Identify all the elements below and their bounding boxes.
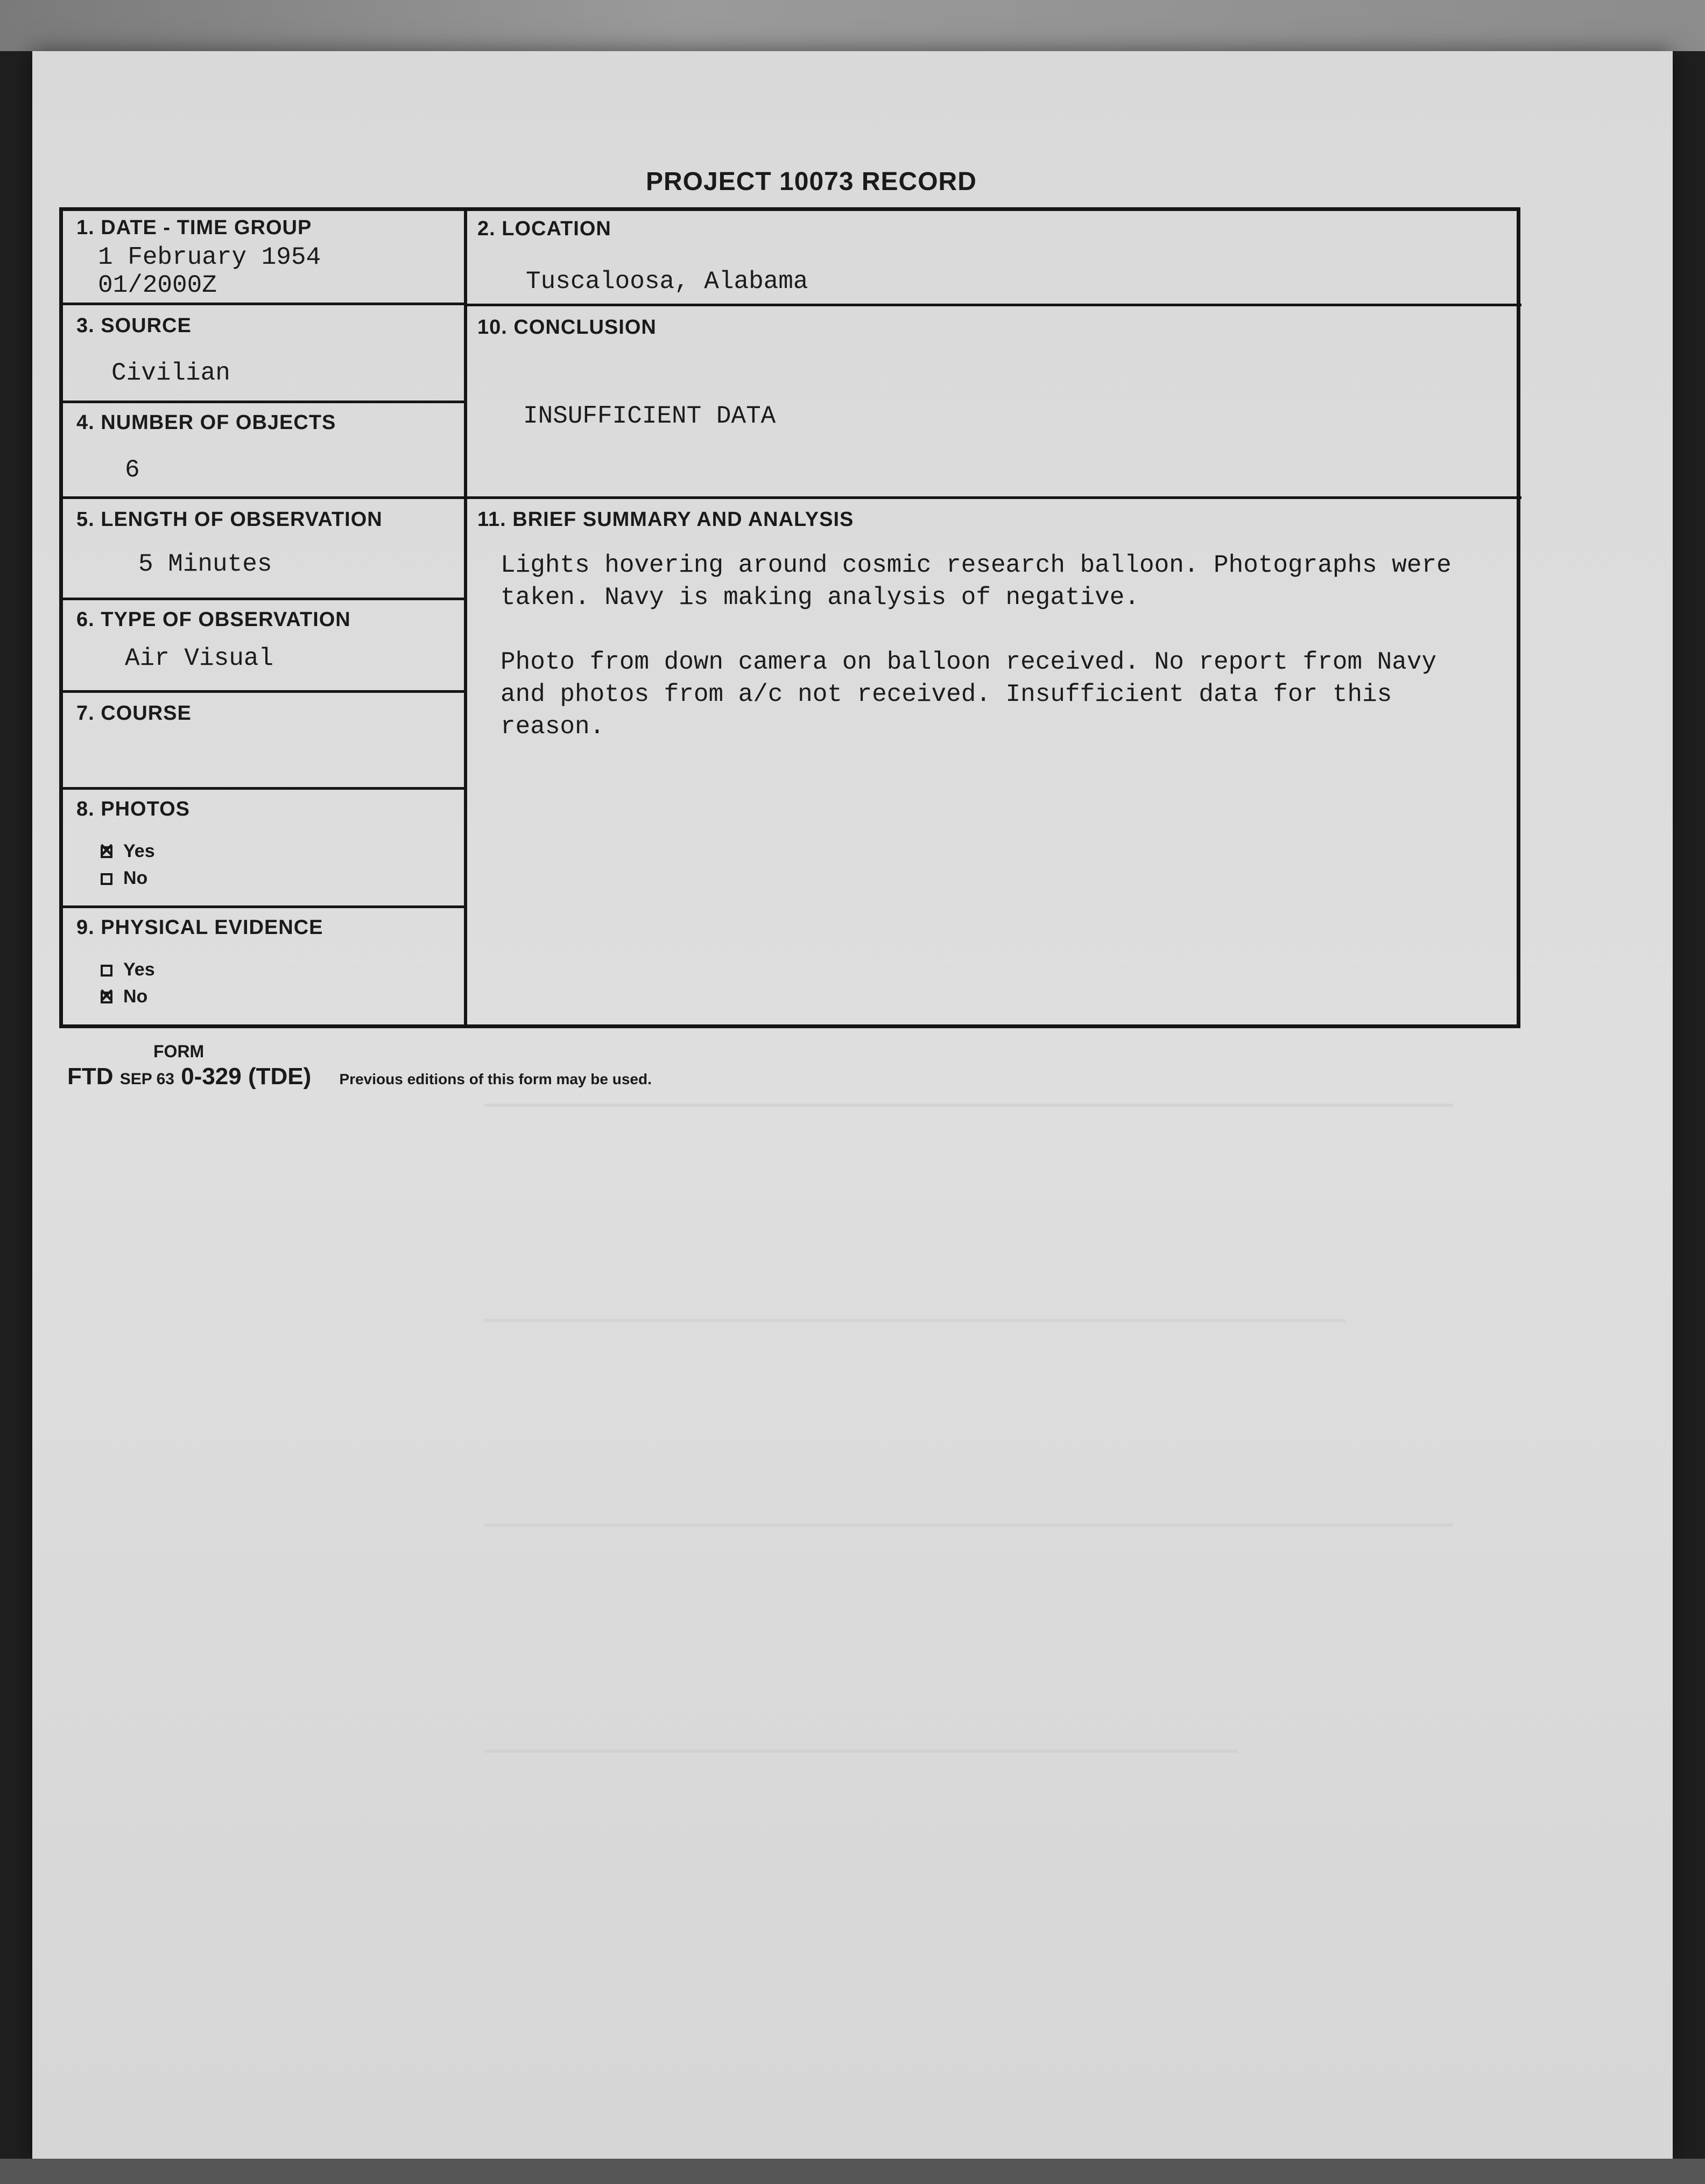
summary-paragraph-1: Lights hovering around cosmic research balloon. Photographs were taken. Navy is making analysis of negative. bbox=[501, 551, 1452, 612]
row-divider bbox=[63, 401, 464, 403]
type-of-observation-label: 6. TYPE OF OBSERVATION bbox=[76, 608, 351, 631]
form-date: SEP 63 bbox=[119, 1070, 174, 1088]
form-note: Previous editions of this form may be used. bbox=[339, 1071, 652, 1087]
date-time-group-label: 1. DATE - TIME GROUP bbox=[76, 216, 312, 239]
time-group-value: 01/2000Z bbox=[98, 271, 217, 299]
summary-text bbox=[501, 549, 1480, 775]
row-divider bbox=[63, 496, 464, 499]
footer-form-word: FORM bbox=[153, 1042, 205, 1061]
course-label: 7. COURSE bbox=[76, 702, 192, 725]
type-of-observation-value: Air Visual bbox=[125, 644, 274, 672]
source-label: 3. SOURCE bbox=[76, 314, 192, 337]
row-divider bbox=[63, 905, 464, 908]
physical-evidence-yes-option: Yes bbox=[101, 959, 155, 980]
row-divider bbox=[63, 303, 464, 305]
form-footer bbox=[67, 1063, 652, 1090]
scan-bottom-edge bbox=[0, 2159, 1705, 2184]
bleed-through-text bbox=[484, 1104, 1507, 2019]
physical-evidence-label: 9. PHYSICAL EVIDENCE bbox=[76, 916, 323, 939]
form-id-prefix: FTD bbox=[67, 1063, 114, 1090]
length-of-observation-value: 5 Minutes bbox=[138, 550, 272, 578]
conclusion-label: 10. CONCLUSION bbox=[477, 316, 657, 339]
location-label: 2. LOCATION bbox=[477, 217, 611, 240]
number-of-objects-value: 6 bbox=[125, 456, 140, 484]
location-value: Tuscaloosa, Alabama bbox=[526, 268, 808, 296]
column-divider bbox=[464, 211, 467, 1024]
page-title: PROJECT 10073 RECORD bbox=[646, 167, 977, 196]
date-value: 1 February 1954 bbox=[98, 243, 321, 271]
scan-top-edge bbox=[0, 0, 1705, 51]
photos-no-option: No bbox=[101, 868, 147, 889]
photos-yes-checkbox-icon bbox=[101, 846, 112, 858]
length-of-observation-label: 5. LENGTH OF OBSERVATION bbox=[76, 508, 383, 531]
physical-evidence-yes-checkbox-icon bbox=[101, 965, 112, 977]
physical-evidence-no-checkbox-icon bbox=[101, 992, 112, 1003]
source-value: Civilian bbox=[111, 359, 230, 387]
physical-evidence-no-option: ✕No bbox=[101, 986, 147, 1007]
number-of-objects-label: 4. NUMBER OF OBJECTS bbox=[76, 411, 336, 434]
conclusion-value: INSUFFICIENT DATA bbox=[523, 402, 776, 430]
photos-yes-option: ✕Yes bbox=[101, 841, 155, 862]
row-divider bbox=[63, 598, 464, 600]
form-number: 0-329 (TDE) bbox=[181, 1063, 312, 1090]
row-divider bbox=[464, 304, 1521, 306]
photos-label: 8. PHOTOS bbox=[76, 798, 191, 820]
photos-no-checkbox-icon bbox=[101, 873, 112, 885]
row-divider bbox=[63, 787, 464, 790]
summary-paragraph-2: Photo from down camera on balloon received. No report from Navy and photos from a/c not received. Insufficient data for this reason. bbox=[501, 648, 1437, 741]
row-divider bbox=[464, 496, 1521, 499]
summary-label: 11. BRIEF SUMMARY AND ANALYSIS bbox=[477, 508, 854, 531]
row-divider bbox=[63, 690, 464, 693]
